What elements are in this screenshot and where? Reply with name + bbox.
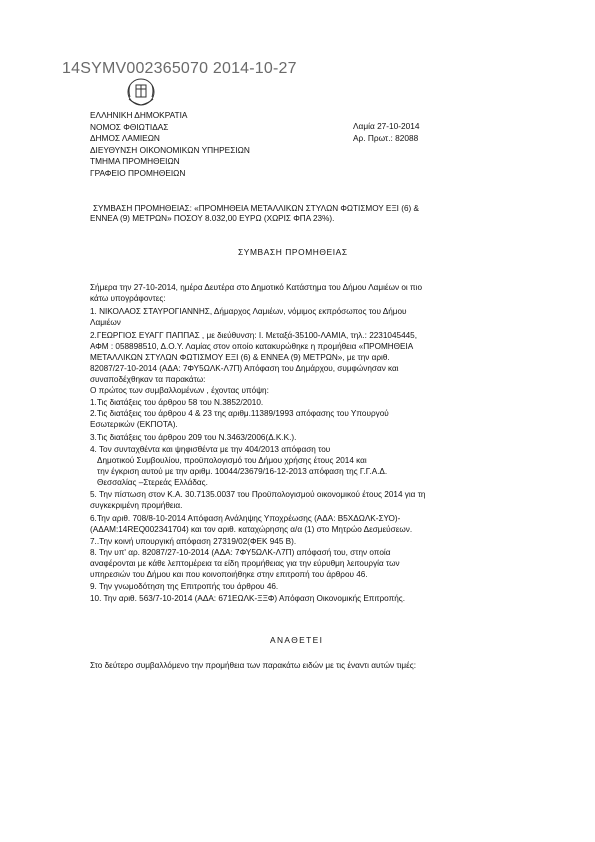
subject-line: ΕΝΝΕΑ (9) ΜΕΤΡΩΝ» ΠΟΣΟΥ 8.032,00 ΕΥΡΩ (ΧΩΡΙΣ ΦΠΑ 23%). [90,214,335,223]
header-line: ΓΡΑΦΕΙΟ ΠΡΟΜΗΘΕΙΩΝ [90,167,186,178]
body-line: ΜΕΤΑΛΛΙΚΩΝ ΣΤΥΛΩΝ ΦΩΤΙΣΜΟΥ ΕΞΙ (6) & ΕΝΝΕΑ (9) ΜΕΤΡΩΝ», με την αριθ. [90,353,390,362]
greek-emblem-icon [124,77,158,107]
body-line: Ο πρώτος των συμβαλλομένων , έχοντας υπόψη: [90,386,269,395]
body-line: υπηρεσιών του Δήμου και που κοινοποιήθηκε στην επιτροπή του άρθρου 46. [90,570,368,579]
date-protocol-block [353,121,420,144]
issuer-header [90,110,250,180]
body-line: 1. ΝΙΚΟΛΑΟΣ ΣΤΑΥΡΟΓΙΑΝΝΗΣ, Δήμαρχος Λαμιέων, νόμιμος εκπρόσωπος του Δήμου [90,307,407,316]
body-line: Σήμερα την 27-10-2014, ημέρα Δευτέρα στο Δημοτικό Κατάστημα του Δήμου Λαμιέων οι πιο [90,283,423,292]
header-line: ΕΛΛΗΝΙΚΗ ΔΗΜΟΚΡΑΤΙΑ [90,110,188,120]
document-title: ΣΥΜΒΑΣΗ ΠΡΟΜΗΘΕΙΑΣ [238,247,348,257]
award-heading: ΑΝΑΘΕΤΕΙ [270,635,324,645]
body-line: (ΑΔΑΜ:14REQ002341704) και τον αριθ. καταχώρησης α/α (1) στο Μητρώο Δεσμεύσεων. [90,525,413,534]
body-line: την έγκριση αυτού με την αριθμ. 10044/23679/16-12-2013 απόφαση της Γ.Γ.Α.Δ. [97,467,388,476]
body-line: 8. Την υπ' αρ. 82087/27-10-2014 (ΑΔΑ: 7ΦΥ5ΩΛΚ-Λ7Π) απόφασή του, στην οποία [90,548,391,557]
body-line: 2.Τις διατάξεις του άρθρου 4 & 23 της αριθμ.11389/1993 απόφασης του Υπουργού [90,409,389,418]
header-line: ΝΟΜΟΣ ΦΘΙΩΤΙΔΑΣ [90,121,169,132]
document-date: Λαμία 27-10-2014 [353,121,420,131]
body-line: Εσωτερικών (ΕΚΠΟΤΑ). [90,420,178,429]
document-code-watermark: 14SYMV002365070 2014-10-27 [62,60,297,77]
header-line: ΔΗΜΟΣ ΛΑΜΙΕΩΝ [90,133,160,144]
body-line: Στο δεύτερο συμβαλλόμενο την προμήθεια των παρακάτω ειδών με τις έναντι αυτών τιμές: [90,661,416,670]
body-line: συγκεκριμένη προμήθεια. [90,501,183,510]
body-line: Θεσσαλίας –Στερεάς Ελλάδας. [97,478,208,487]
body-line: συναποδέχθηκαν τα παρακάτω: [90,375,206,384]
protocol-number: Αρ. Πρωτ.: 82088 [353,132,419,143]
body-line: κάτω υπογράφοντες: [90,294,166,303]
body-line: 4. Τον συνταχθέντα και ψηφισθέντα με την 404/2013 απόφαση του [90,445,331,454]
body-line: 6.Την αριθ. 708/8-10-2014 Απόφαση Ανάληψης Υποχρέωσης (ΑΔΑ: Β5ΧΔΩΛΚ-ΣΥΟ)- [90,514,401,523]
body-line: 1.Τις διατάξεις του άρθρου 58 του Ν.3852/2010. [90,398,264,407]
header-line: ΤΜΗΜΑ ΠΡΟΜΗΘΕΙΩΝ [90,156,180,167]
body-line: αναφέρονται με κάθε λεπτομέρεια τα είδη προμήθειας για την εύρυθμη λειτουργία των [90,559,400,568]
body-line: 2.ΓΕΩΡΓΙΟΣ ΕΥΑΓΓ ΠΑΠΠΑΣ , με διεύθυνση: Ι. Μεταξά-35100-ΛΑΜΙΑ, τηλ.: 2231045445, [90,331,418,340]
body-line: Λαμιέων [90,318,121,327]
subject-line: ΣΥΜΒΑΣΗ ΠΡΟΜΗΘΕΙΑΣ: «ΠΡΟΜΗΘΕΙΑ ΜΕΤΑΛΛΙΚΩΝ ΣΤΥΛΩΝ ΦΩΤΙΣΜΟΥ ΕΞΙ (6) & [93,204,419,213]
body-line: 5. Την πίστωση στον Κ.Α. 30.7135.0037 του Προϋπολογισμού οικονομικού έτους 2014 για τη [90,490,426,499]
body-line: 9. Την γνωμοδότηση της Επιτροπής του άρθρου 46. [90,582,279,591]
body-line: 7..Την κοινή υπουργική απόφαση 27319/02(ΦΕΚ 945 Β). [90,537,297,546]
body-line: 3.Τις διατάξεις του άρθρου 209 του Ν.3463/2006(Δ.Κ.Κ.). [90,433,297,442]
body-line: 10. Την αριθ. 563/7-10-2014 (ΑΔΑ: 671ΕΩΛΚ-ΞΞΦ) Απόφαση Οικονομικής Επιτροπής. [90,594,406,603]
body-line: 82087/27-10-2014 (ΑΔΑ: 7ΦΥ5ΩΛΚ-Λ7Π) Απόφαση του Δημάρχου, συμφώνησαν και [90,364,399,373]
body-line: ΑΦΜ : 058898510, Δ.Ο.Υ. Λαμίας στον οποίο κατακυρώθηκε η προμήθεια «ΠΡΟΜΗΘΕΙΑ [90,342,414,351]
header-line: ΔΙΕΥΘΥΝΣΗ ΟΙΚΟΝΟΜΙΚΩΝ ΥΠΗΡΕΣΙΩΝ [90,144,250,155]
body-line: Δημοτικού Συμβουλίου, προϋπολογισμό του Δήμου χρήσης έτους 2014 και [97,456,367,465]
